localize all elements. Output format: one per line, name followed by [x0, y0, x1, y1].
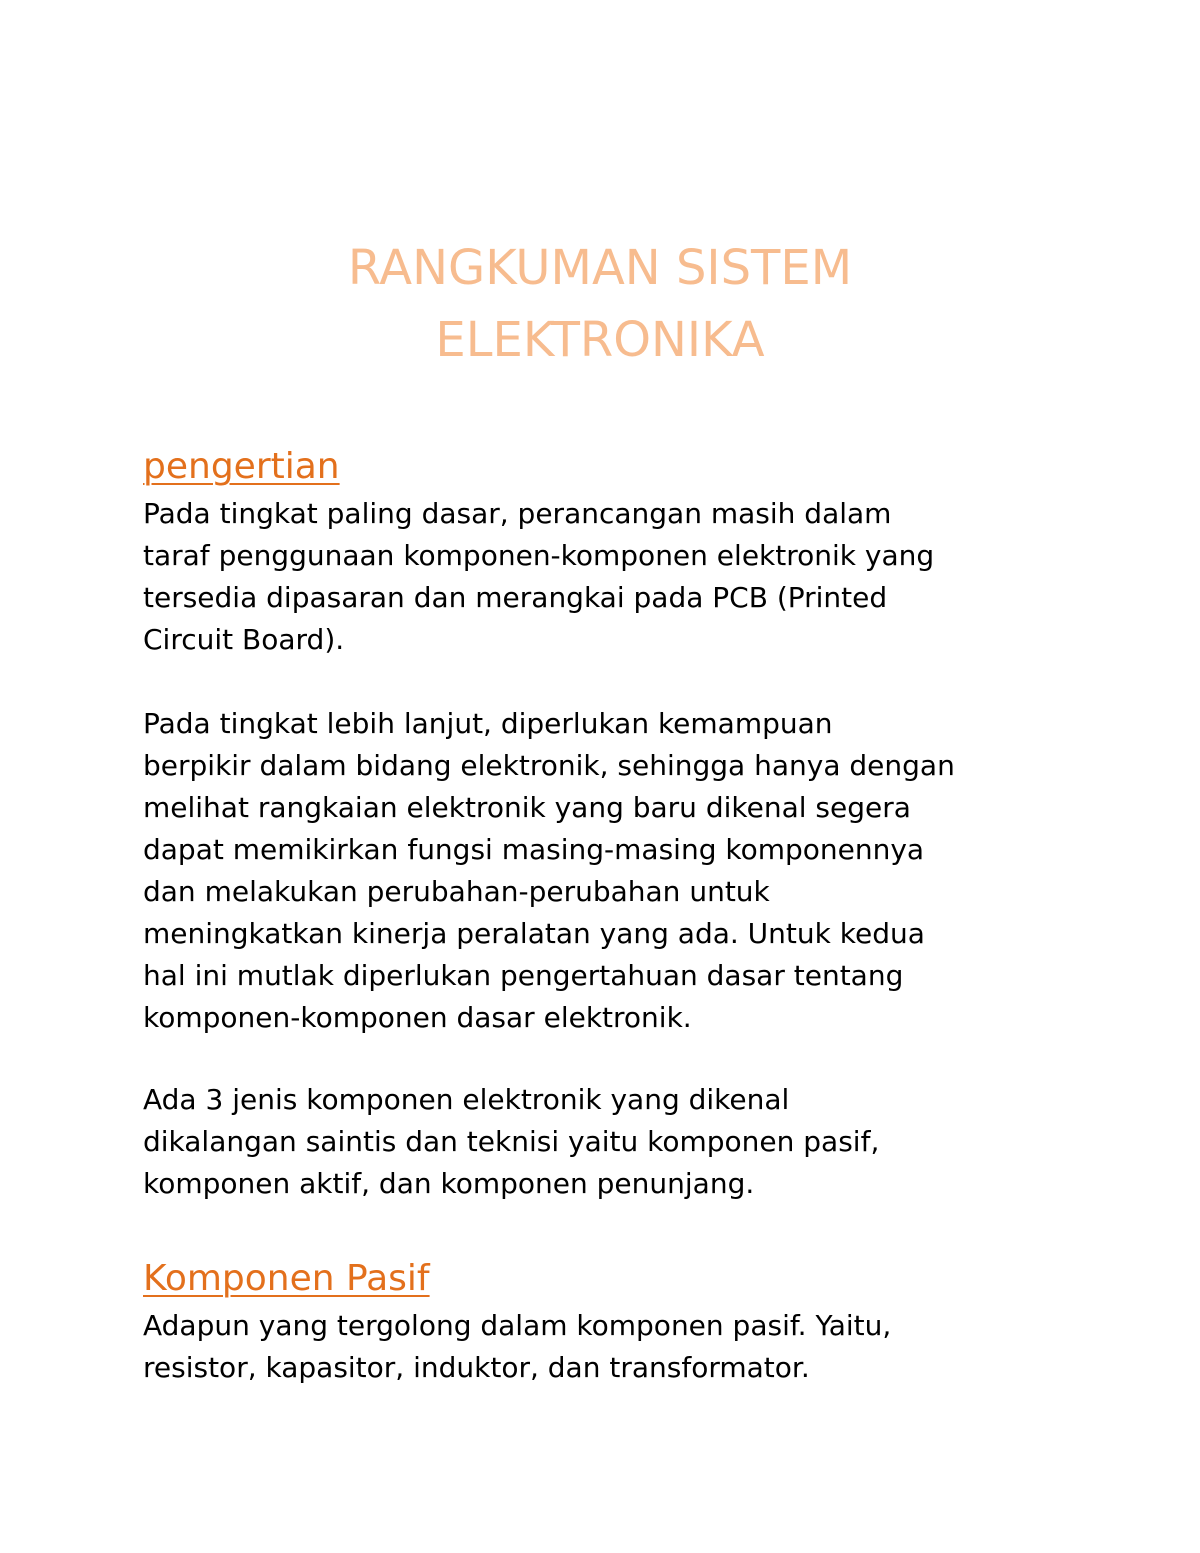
document-title-line-1: RANGKUMAN SISTEM [347, 240, 853, 296]
paragraph-pengertian-3: Ada 3 jenis komponen elektronik yang dikenal dikalangan saintis dan teknisi yaitu komponen pasif, komponen aktif, dan komponen penunjang. [143, 1083, 880, 1200]
section-heading-pengertian: pengertian [143, 446, 340, 487]
paragraph-pengertian-1: Pada tingkat paling dasar, perancangan masih dalam taraf penggunaan komponen-komponen elektronik yang tersedia dipasaran dan merangkai pada PCB (Printed Circuit Board). [143, 497, 935, 656]
paragraph-pengertian-2: Pada tingkat lebih lanjut, diperlukan kemampuan berpikir dalam bidang elektronik, sehingga hanya dengan melihat rangkaian elektronik yang baru dikenal segera dapat memikirkan fungsi masing-masing komponennya dan melakukan perubahan-perubahan untuk meningkatkan kinerja peralatan yang ada. Untuk kedua hal ini mutlak diperlukan pengertahuan dasar tentang komponen-komponen dasar elektronik. [143, 707, 955, 1034]
paragraph-komponen-pasif-1: Adapun yang tergolong dalam komponen pasif. Yaitu, resistor, kapasitor, induktor, dan transformator. [143, 1309, 892, 1384]
section-heading-komponen-pasif: Komponen Pasif [143, 1258, 430, 1299]
document-title [0, 232, 1200, 376]
document-title-line-2: ELEKTRONIKA [435, 312, 765, 368]
